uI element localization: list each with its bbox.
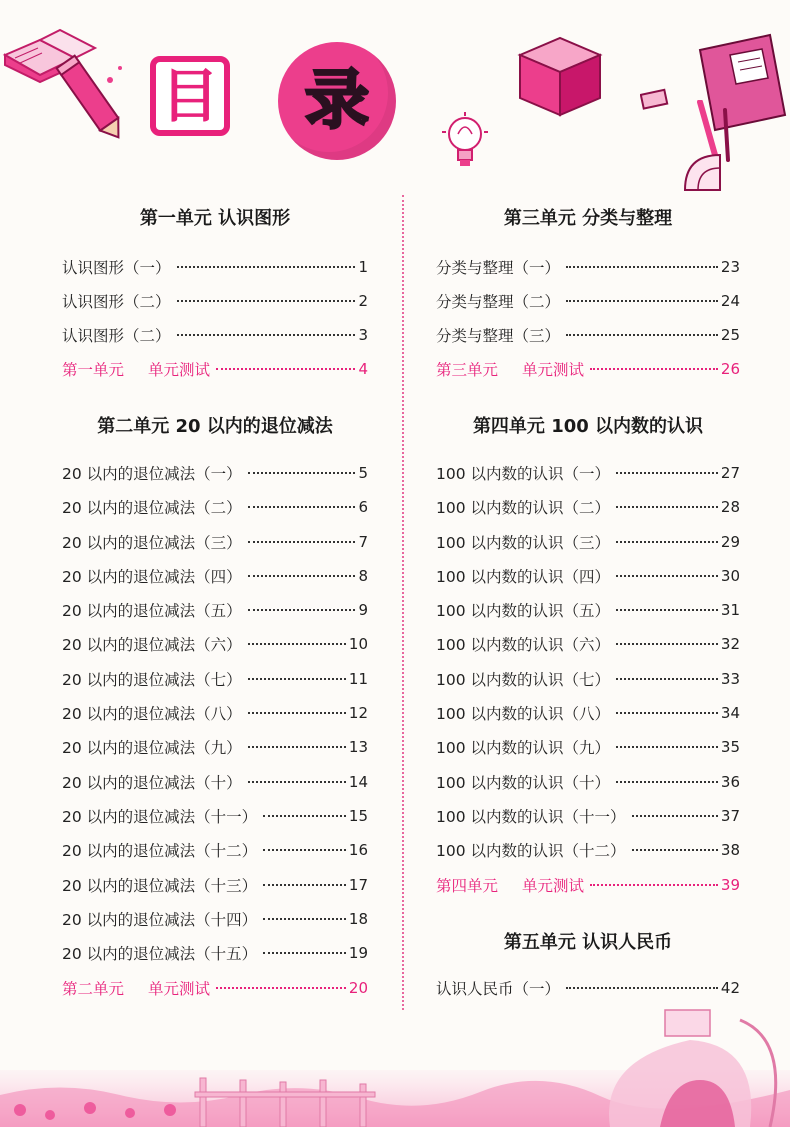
- toc-entry[interactable]: [62, 907, 368, 931]
- toc-entry-page: 28: [720, 498, 740, 516]
- toc-entry-page: 16: [348, 841, 368, 859]
- toc-entry-page: 29: [720, 533, 740, 551]
- toc-entry-label: 20 以内的退位减法（十二）: [62, 842, 258, 860]
- toc-entry[interactable]: [62, 530, 368, 554]
- toc-entry[interactable]: [436, 323, 740, 347]
- toc-entry-label: 100 以内数的认识（九）: [436, 739, 611, 757]
- title-char-1: 目: [160, 62, 219, 130]
- leader-dots: [566, 334, 718, 336]
- toc-entry-label: 20 以内的退位减法（六）: [62, 636, 242, 654]
- leader-dots: [616, 712, 718, 714]
- toc-entry-unit-test[interactable]: [436, 357, 740, 381]
- toc-entry[interactable]: [62, 941, 368, 965]
- toc-entry-page: 14: [348, 773, 368, 791]
- section-heading-unit-4: 第四单元 100 以内数的认识: [472, 416, 704, 437]
- toc-entry[interactable]: [436, 495, 740, 519]
- toc-entry[interactable]: [62, 873, 368, 897]
- leader-dots: [248, 746, 346, 748]
- toc-entry-label: 20 以内的退位减法（十五）: [62, 945, 258, 963]
- toc-entry[interactable]: [62, 255, 368, 279]
- leader-dots: [616, 506, 718, 508]
- toc-entry[interactable]: [436, 770, 740, 794]
- toc-entry[interactable]: [62, 461, 368, 485]
- leader-dots: [616, 541, 718, 543]
- leader-dots: [248, 472, 356, 474]
- leader-dots: [248, 506, 356, 508]
- toc-entry-page: 25: [720, 326, 740, 344]
- toc-entry-label: 20 以内的退位减法（十一）: [62, 808, 258, 826]
- toc-entry-page: 19: [348, 944, 368, 962]
- leader-dots: [216, 368, 355, 370]
- toc-entry-label: 20 以内的退位减法（十）: [62, 774, 242, 792]
- toc-entry[interactable]: [436, 530, 740, 554]
- cube-illustration: [510, 30, 610, 120]
- toc-entry[interactable]: [436, 289, 740, 313]
- unit-name: 第一单元: [62, 361, 125, 379]
- toc-entry-page: 10: [348, 635, 368, 653]
- toc-entry-page: 34: [720, 704, 740, 722]
- section-heading-unit-3: 第三单元 分类与整理: [503, 208, 673, 229]
- toc-entry-label: 100 以内数的认识（十）: [436, 774, 611, 792]
- toc-entry-page: 27: [720, 464, 740, 482]
- pen-protractor-illustration: [670, 100, 780, 195]
- toc-entry-label: 20 以内的退位减法（四）: [62, 568, 242, 586]
- toc-entry-label: 20 以内的退位减法（十三）: [62, 877, 258, 895]
- toc-entry[interactable]: [436, 598, 740, 622]
- unit-name: 第三单元: [436, 361, 499, 379]
- toc-entry[interactable]: [62, 323, 368, 347]
- leader-dots: [590, 884, 718, 886]
- test-label: 单元测试: [522, 361, 585, 379]
- eraser-icon: [640, 88, 670, 110]
- leader-dots: [263, 815, 346, 817]
- toc-entry-page: 20: [348, 979, 368, 997]
- unit-name: 第二单元: [62, 980, 125, 998]
- toc-entry-page: 13: [348, 738, 368, 756]
- toc-entry[interactable]: [62, 289, 368, 313]
- toc-entry-label: 20 以内的退位减法（三）: [62, 534, 242, 552]
- toc-entry-label: 分类与整理（三）: [436, 327, 561, 345]
- leader-dots: [263, 952, 346, 954]
- toc-entry-page: 36: [720, 773, 740, 791]
- toc-entry-label: 20 以内的退位减法（八）: [62, 705, 242, 723]
- leader-dots: [177, 300, 356, 302]
- toc-entry[interactable]: [62, 495, 368, 519]
- toc-entry-page: 1: [358, 258, 368, 276]
- toc-entry[interactable]: [62, 838, 368, 862]
- toc-entry[interactable]: [436, 701, 740, 725]
- test-label: 单元测试: [148, 361, 211, 379]
- leader-dots: [263, 884, 346, 886]
- toc-entry-page: 32: [720, 635, 740, 653]
- toc-entry-label: 20 以内的退位减法（五）: [62, 602, 242, 620]
- toc-entry-page: 9: [358, 601, 368, 619]
- leader-dots: [616, 678, 718, 680]
- toc-entry[interactable]: [62, 632, 368, 656]
- toc-entry-page: 11: [348, 670, 368, 688]
- toc-entry-label: [62, 977, 210, 999]
- leader-dots: [616, 575, 718, 577]
- leader-dots: [616, 781, 718, 783]
- leader-dots: [616, 472, 718, 474]
- test-label: 单元测试: [522, 877, 585, 895]
- toc-entry-page: 23: [720, 258, 740, 276]
- toc-entry-label: 100 以内数的认识（七）: [436, 671, 611, 689]
- toc-entry-page: 2: [358, 292, 368, 310]
- toc-entry[interactable]: [62, 770, 368, 794]
- toc-entry-page: 12: [348, 704, 368, 722]
- toc-entry-unit-test[interactable]: [436, 873, 740, 897]
- toc-entry-label: 100 以内数的认识（五）: [436, 602, 611, 620]
- lightbulb-icon: [440, 110, 490, 180]
- leader-dots: [248, 712, 346, 714]
- toc-entry-page: 38: [720, 841, 740, 859]
- toc-entry-label: 100 以内数的认识（六）: [436, 636, 611, 654]
- leader-dots: [248, 609, 356, 611]
- section-heading-unit-5: 第五单元 认识人民币: [503, 932, 673, 953]
- toc-entry-label: [436, 358, 584, 380]
- toc-entry[interactable]: [436, 838, 740, 862]
- toc-entry[interactable]: [436, 255, 740, 279]
- toc-entry-page: 39: [720, 876, 740, 894]
- toc-entry-page: 8: [358, 567, 368, 585]
- toc-entry[interactable]: [62, 804, 368, 828]
- toc-entry-label: 20 以内的退位减法（七）: [62, 671, 242, 689]
- toc-entry-label: 认识图形（二）: [62, 327, 171, 345]
- leader-dots: [632, 815, 718, 817]
- leader-dots: [248, 643, 346, 645]
- unit-name: 第四单元: [436, 877, 499, 895]
- leader-dots: [248, 678, 346, 680]
- toc-entry-label: 分类与整理（二）: [436, 293, 561, 311]
- toc-entry-page: 15: [348, 807, 368, 825]
- toc-entry[interactable]: [436, 804, 740, 828]
- toc-entry-page: 35: [720, 738, 740, 756]
- toc-entry-page: 26: [720, 360, 740, 378]
- toc-entry-label: 分类与整理（一）: [436, 259, 561, 277]
- leader-dots: [216, 987, 346, 989]
- toc-entry-label: 100 以内数的认识（四）: [436, 568, 611, 586]
- toc-entry-page: 3: [358, 326, 368, 344]
- toc-entry-page: 4: [358, 360, 368, 378]
- toc-entry[interactable]: [436, 632, 740, 656]
- toc-entry-page: 37: [720, 807, 740, 825]
- toc-entry-label: 认识人民币（一）: [436, 980, 561, 998]
- title-char-box: [150, 56, 230, 136]
- toc-entry[interactable]: [436, 667, 740, 691]
- toc-entry-label: 100 以内数的认识（二）: [436, 499, 611, 517]
- toc-entry-label: [436, 874, 584, 896]
- toc-entry[interactable]: [62, 735, 368, 759]
- leader-dots: [566, 300, 718, 302]
- leader-dots: [248, 541, 356, 543]
- toc-entry-page: 6: [358, 498, 368, 516]
- section-heading-unit-2: 第二单元 20 以内的退位减法: [97, 416, 333, 437]
- column-divider: [402, 195, 404, 1010]
- toc-entry-unit-test[interactable]: [62, 357, 368, 381]
- toc-entry-label: 100 以内数的认识（十二）: [436, 842, 626, 860]
- toc-entry[interactable]: [62, 564, 368, 588]
- leader-dots: [566, 266, 718, 268]
- toc-entry-label: 认识图形（一）: [62, 259, 171, 277]
- leader-dots: [616, 609, 718, 611]
- test-label: 单元测试: [148, 980, 211, 998]
- toc-entry-page: 17: [348, 876, 368, 894]
- page-header: [0, 0, 790, 200]
- book-pencil-illustration: [0, 20, 140, 140]
- leader-dots: [177, 266, 356, 268]
- toc-entry-label: 认识图形（二）: [62, 293, 171, 311]
- toc-entry-page: 18: [348, 910, 368, 928]
- leader-dots: [177, 334, 356, 336]
- toc-entry[interactable]: [436, 461, 740, 485]
- toc-entry[interactable]: [436, 735, 740, 759]
- toc-entry-label: 20 以内的退位减法（一）: [62, 465, 242, 483]
- section-heading-unit-1: 第一单元 认识图形: [139, 208, 291, 229]
- leader-dots: [248, 575, 356, 577]
- toc-entry-unit-test[interactable]: [62, 976, 368, 1000]
- leader-dots: [632, 849, 718, 851]
- toc-entry-label: 100 以内数的认识（三）: [436, 534, 611, 552]
- toc-entry-label: 20 以内的退位减法（十四）: [62, 911, 258, 929]
- toc-entry-page: 31: [720, 601, 740, 619]
- leader-dots: [263, 849, 346, 851]
- toc-entry-page: 24: [720, 292, 740, 310]
- toc-entry-page: 7: [358, 533, 368, 551]
- leader-dots: [248, 781, 346, 783]
- title-char-circle: [278, 42, 396, 160]
- toc-entry[interactable]: [436, 976, 740, 1000]
- toc-entry-label: 100 以内数的认识（十一）: [436, 808, 626, 826]
- leader-dots: [616, 746, 718, 748]
- toc-entry[interactable]: [62, 598, 368, 622]
- toc-entry-label: 100 以内数的认识（八）: [436, 705, 611, 723]
- leader-dots: [590, 368, 718, 370]
- footer-park-illustration: [0, 1000, 790, 1127]
- leader-dots: [616, 643, 718, 645]
- toc-entry-label: 20 以内的退位减法（二）: [62, 499, 242, 517]
- toc-entry[interactable]: [436, 564, 740, 588]
- toc-entry-page: 42: [720, 979, 740, 997]
- title-char-2: 录: [305, 64, 369, 138]
- toc-entry-label: 20 以内的退位减法（九）: [62, 739, 242, 757]
- leader-dots: [263, 918, 346, 920]
- toc-entry[interactable]: [62, 701, 368, 725]
- toc-entry-label: [62, 358, 210, 380]
- toc-entry-label: 100 以内数的认识（一）: [436, 465, 611, 483]
- toc-entry[interactable]: [62, 667, 368, 691]
- leader-dots: [566, 987, 718, 989]
- toc-entry-page: 33: [720, 670, 740, 688]
- toc-entry-page: 5: [358, 464, 368, 482]
- toc-entry-page: 30: [720, 567, 740, 585]
